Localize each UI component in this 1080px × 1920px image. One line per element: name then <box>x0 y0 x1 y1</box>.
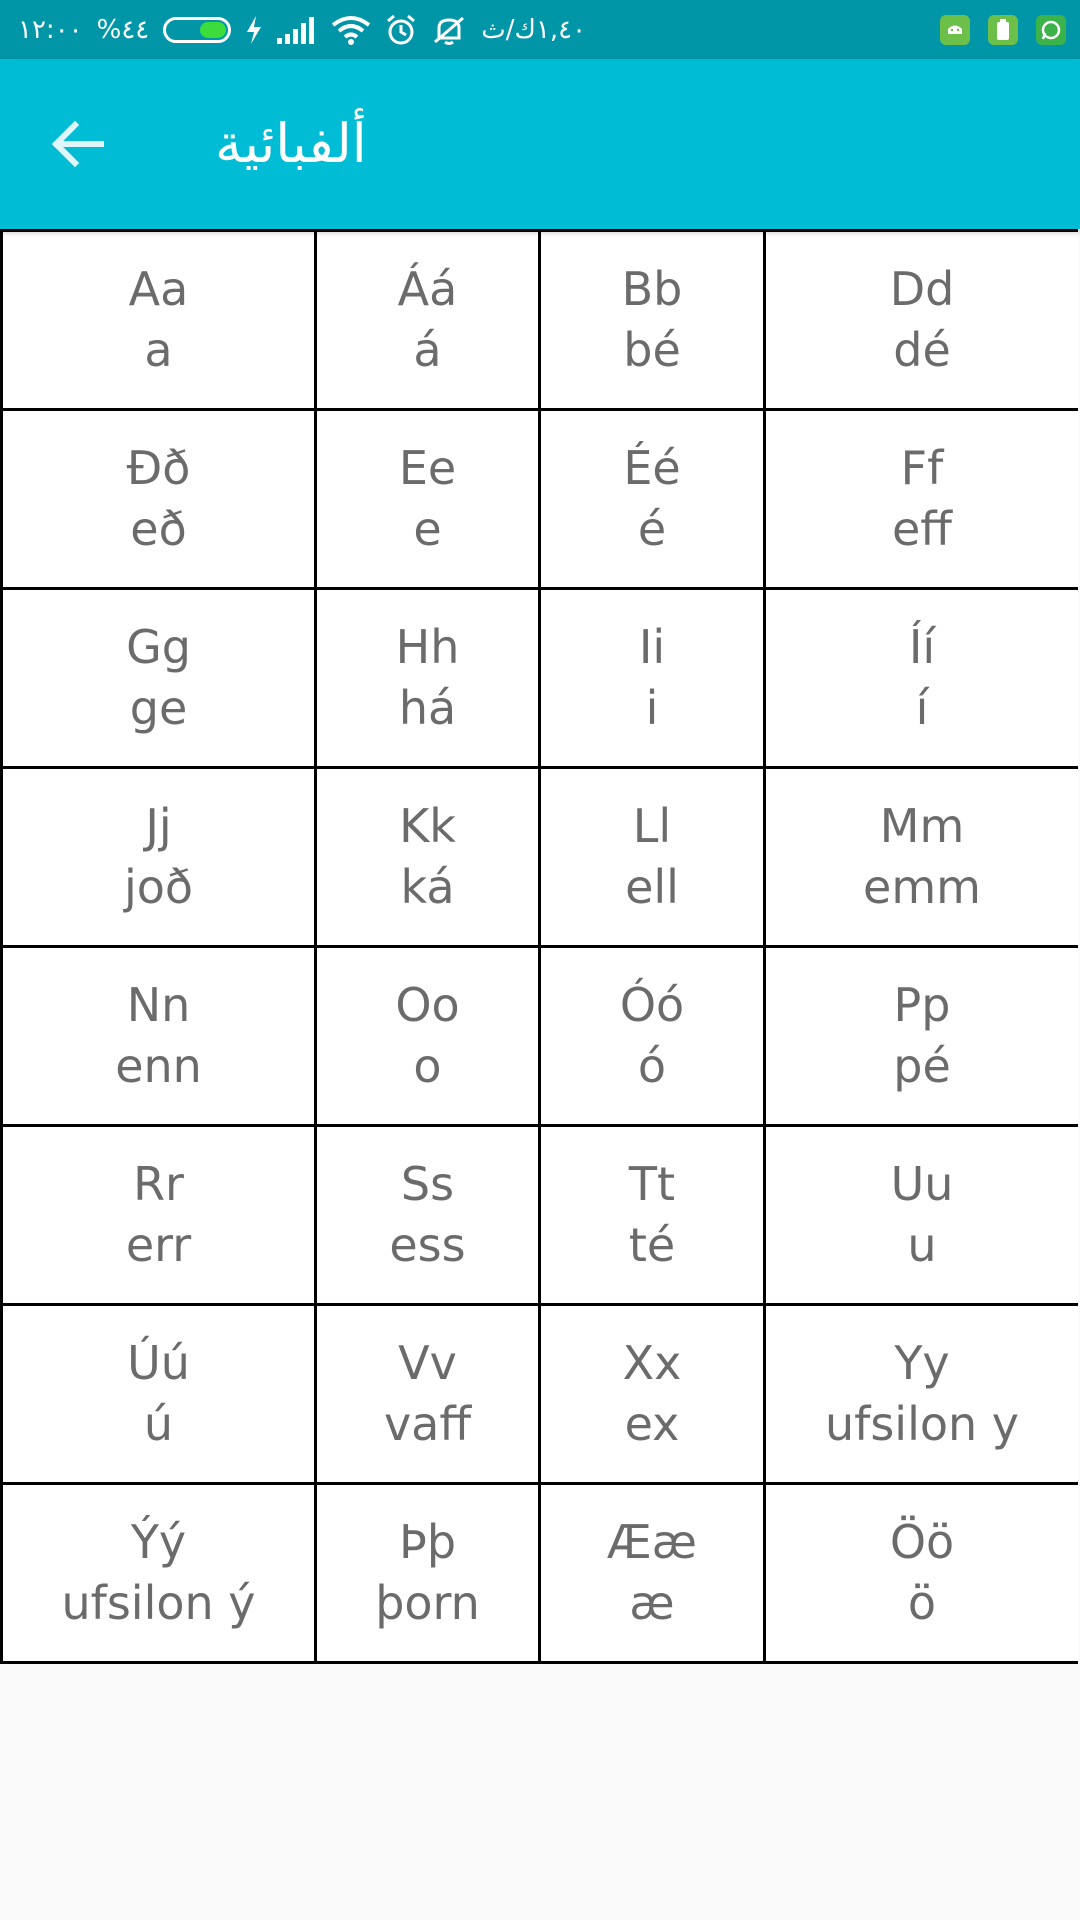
letter-name: ó <box>637 1039 667 1093</box>
letter-name: eð <box>130 502 187 556</box>
letter-glyph: Kk <box>399 799 456 853</box>
letter-glyph: Ii <box>638 620 666 674</box>
letter-cell[interactable] <box>314 1124 538 1303</box>
arrow-back-icon <box>51 120 105 168</box>
letter-name: pé <box>893 1039 951 1093</box>
letter-glyph: Þþ <box>398 1515 457 1569</box>
app-bar <box>0 59 1080 229</box>
letter-name: vaff <box>383 1397 472 1451</box>
letter-glyph: Uu <box>890 1157 954 1211</box>
letter-cell[interactable] <box>0 587 314 766</box>
wifi-icon <box>331 15 371 45</box>
letter-name: ufsilon y <box>824 1397 1020 1451</box>
status-time: ١٢:٠٠ <box>18 14 83 45</box>
letter-cell[interactable] <box>0 408 314 587</box>
vibrate-off-icon <box>431 14 467 46</box>
letter-cell[interactable] <box>314 587 538 766</box>
status-bar <box>0 0 1080 59</box>
letter-name: æ <box>629 1576 675 1630</box>
letter-cell[interactable] <box>538 587 763 766</box>
letter-cell[interactable] <box>763 1482 1078 1661</box>
letter-name: ká <box>400 860 455 914</box>
status-bar-left <box>18 0 586 59</box>
battery-percent: %٤٤ <box>96 14 150 45</box>
android-icon <box>940 15 970 45</box>
letter-glyph: Ff <box>900 441 944 495</box>
signal-icon <box>277 16 317 44</box>
status-bar-right <box>940 0 1066 59</box>
letter-glyph: Öö <box>889 1515 955 1569</box>
letter-cell[interactable] <box>314 766 538 945</box>
letter-glyph: Rr <box>133 1157 184 1211</box>
letter-cell[interactable] <box>538 766 763 945</box>
letter-glyph: Pp <box>893 978 951 1032</box>
letter-cell[interactable] <box>538 1303 763 1482</box>
letter-glyph: Bb <box>621 262 683 316</box>
battery-saver-icon <box>988 15 1018 45</box>
letter-glyph: Éé <box>623 441 681 495</box>
letter-glyph: Ss <box>400 1157 455 1211</box>
letter-cell[interactable] <box>0 945 314 1124</box>
letter-glyph: Oo <box>395 978 460 1032</box>
letter-cell[interactable] <box>538 408 763 587</box>
alarm-icon <box>385 14 417 46</box>
letter-name: þorn <box>375 1576 480 1630</box>
letter-name: o <box>413 1039 442 1093</box>
letter-glyph: Aa <box>128 262 189 316</box>
letter-cell[interactable] <box>314 408 538 587</box>
letter-cell[interactable] <box>538 945 763 1124</box>
battery-level-fill <box>200 22 226 38</box>
letter-name: dé <box>893 323 951 377</box>
letter-cell[interactable] <box>0 229 314 408</box>
letter-name: há <box>398 681 457 735</box>
letter-glyph: Vv <box>398 1336 457 1390</box>
letter-cell[interactable] <box>0 766 314 945</box>
letter-name: té <box>628 1218 676 1272</box>
alphabet-grid <box>0 229 1078 1664</box>
letter-name: ufsilon ý <box>61 1576 256 1630</box>
letter-cell[interactable] <box>763 229 1078 408</box>
letter-cell[interactable] <box>763 945 1078 1124</box>
letter-glyph: Nn <box>126 978 191 1032</box>
letter-name: enn <box>115 1039 202 1093</box>
letter-name: á <box>413 323 442 377</box>
letter-glyph: Ææ <box>607 1515 697 1569</box>
letter-name: err <box>125 1218 192 1272</box>
letter-cell[interactable] <box>0 1482 314 1661</box>
letter-glyph: Ee <box>398 441 457 495</box>
page-title: ألفبائية <box>215 112 367 175</box>
letter-glyph: Xx <box>622 1336 682 1390</box>
data-speed: ١,٤٠ك/ث <box>481 14 587 45</box>
letter-glyph: Mm <box>879 799 965 853</box>
letter-glyph: Gg <box>126 620 191 674</box>
charging-icon <box>245 15 263 45</box>
letter-glyph: Áá <box>397 262 458 316</box>
letter-cell[interactable] <box>763 587 1078 766</box>
letter-cell[interactable] <box>0 1124 314 1303</box>
letter-name: a <box>144 323 173 377</box>
letter-name: ö <box>907 1576 937 1630</box>
letter-name: í <box>915 681 929 735</box>
letter-glyph: Hh <box>395 620 460 674</box>
back-button[interactable] <box>48 114 108 174</box>
letter-cell[interactable] <box>314 1303 538 1482</box>
letter-glyph: Íí <box>908 620 936 674</box>
letter-glyph: Tt <box>628 1157 676 1211</box>
letter-name: ge <box>129 681 188 735</box>
letter-glyph: Jj <box>145 799 172 853</box>
letter-name: ell <box>625 860 679 914</box>
letter-cell[interactable] <box>314 1482 538 1661</box>
letter-cell[interactable] <box>538 1482 763 1661</box>
letter-glyph: Ðð <box>126 441 191 495</box>
letter-cell[interactable] <box>763 1124 1078 1303</box>
letter-cell[interactable] <box>314 229 538 408</box>
letter-glyph: Dd <box>889 262 955 316</box>
battery-icon <box>163 17 231 43</box>
letter-cell[interactable] <box>314 945 538 1124</box>
letter-glyph: Ll <box>632 799 672 853</box>
letter-cell[interactable] <box>763 766 1078 945</box>
letter-name: bé <box>623 323 681 377</box>
letter-name: emm <box>863 860 981 914</box>
letter-name: eff <box>892 502 952 556</box>
letter-name: u <box>907 1218 937 1272</box>
letter-name: ex <box>624 1397 680 1451</box>
letter-cell[interactable] <box>538 229 763 408</box>
letter-name: e <box>413 502 442 556</box>
letter-cell[interactable] <box>763 408 1078 587</box>
letter-cell[interactable] <box>0 1303 314 1482</box>
letter-cell[interactable] <box>538 1124 763 1303</box>
letter-name: joð <box>123 860 194 914</box>
letter-glyph: Úú <box>127 1336 190 1390</box>
letter-name: ú <box>143 1397 174 1451</box>
letter-glyph: Yy <box>894 1336 950 1390</box>
letter-name: é <box>637 502 667 556</box>
letter-cell[interactable] <box>763 1303 1078 1482</box>
letter-name: ess <box>389 1218 466 1272</box>
letter-glyph: Ýý <box>130 1515 187 1569</box>
letter-glyph: Óó <box>619 978 685 1032</box>
whatsapp-icon <box>1036 15 1066 45</box>
letter-name: i <box>645 681 659 735</box>
